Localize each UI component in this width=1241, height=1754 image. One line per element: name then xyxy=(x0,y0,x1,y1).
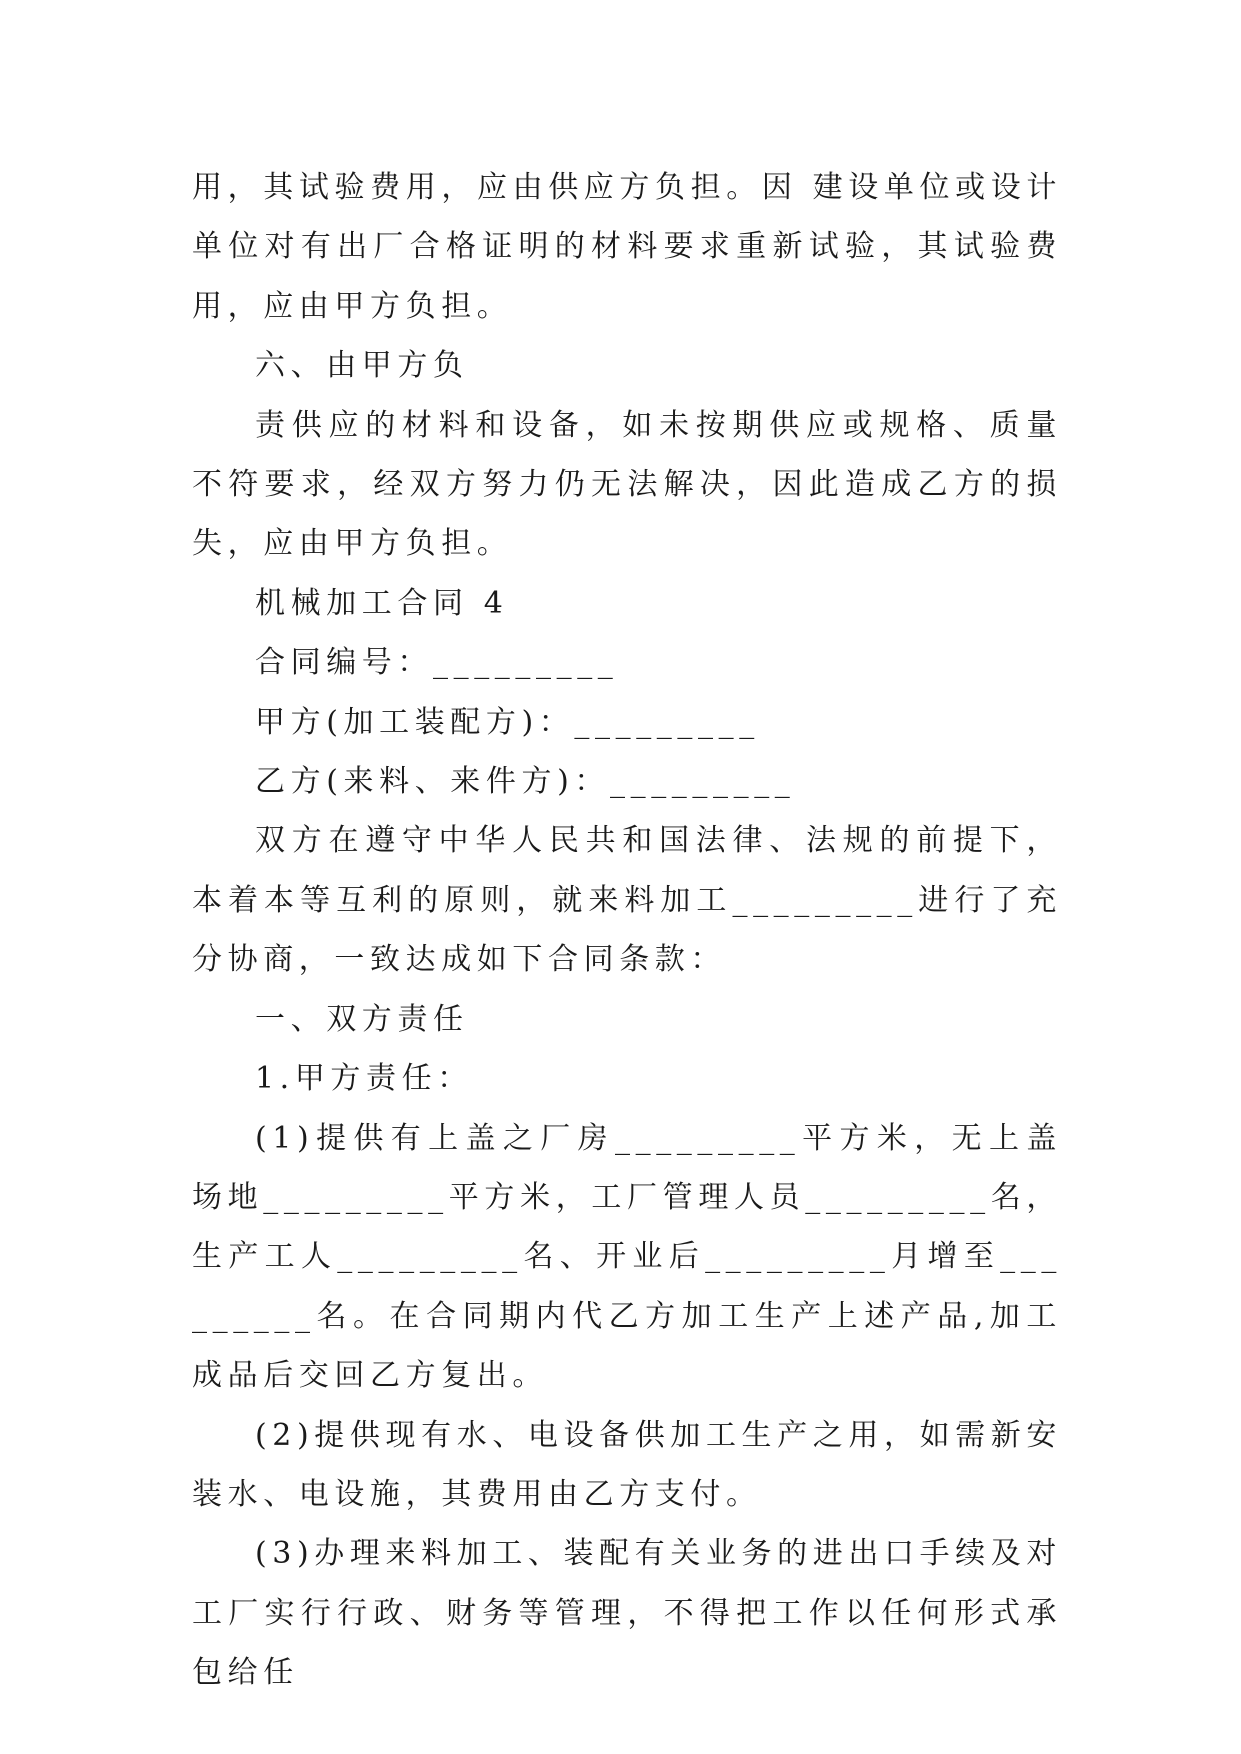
contract-text xyxy=(192,158,1062,1703)
clause-1: (1)提供有上盖之厂房_________平方米，无上盖场地_________平方米，工厂管理人员_________名，生产工人_________名、开业后_________月增至_________名。在合同期内代乙方加工生产上述产品,加工成品后交回乙方复出。 xyxy=(192,1120,1062,1394)
clause-2: (2)提供现有水、电设备供加工生产之用，如需新安装水、电设施，其费用由乙方支付。 xyxy=(192,1417,1062,1512)
paragraph-materials-supply: 责供应的材料和设备，如未按期供应或规格、质量不符要求，经双方努力仍无法解决，因此造成乙方的损失，应由甲方负担。 xyxy=(192,407,1062,562)
party-a-duties-heading: 1.甲方责任： xyxy=(255,1061,473,1097)
party-a-line: 甲方(加工装配方)：_________ xyxy=(255,704,760,740)
section-one-heading: 一、双方责任 xyxy=(255,1001,469,1037)
paragraph-section-six-heading: 六、由甲方负 xyxy=(255,348,469,384)
paragraph-preamble: 双方在遵守中华人民共和国法律、法规的前提下，本着本等互利的原则，就来料加工_________进行了充分协商，一致达成如下合同条款： xyxy=(192,823,1062,978)
clause-3: (3)办理来料加工、装配有关业务的进出口手续及对工厂实行行政、财务等管理，不得把工作以任何形式承包给任 xyxy=(192,1536,1062,1691)
paragraph-test-cost: 用，其试验费用，应由供应方负担。因 建设单位或设计单位对有出厂合格证明的材料要求重新试验，其试验费用，应由甲方负担。 xyxy=(192,170,1062,324)
contract-number-line: 合同编号：_________ xyxy=(255,645,619,681)
party-b-line: 乙方(来料、来件方)：_________ xyxy=(255,764,796,800)
contract-title: 机械加工合同 4 xyxy=(255,585,509,621)
